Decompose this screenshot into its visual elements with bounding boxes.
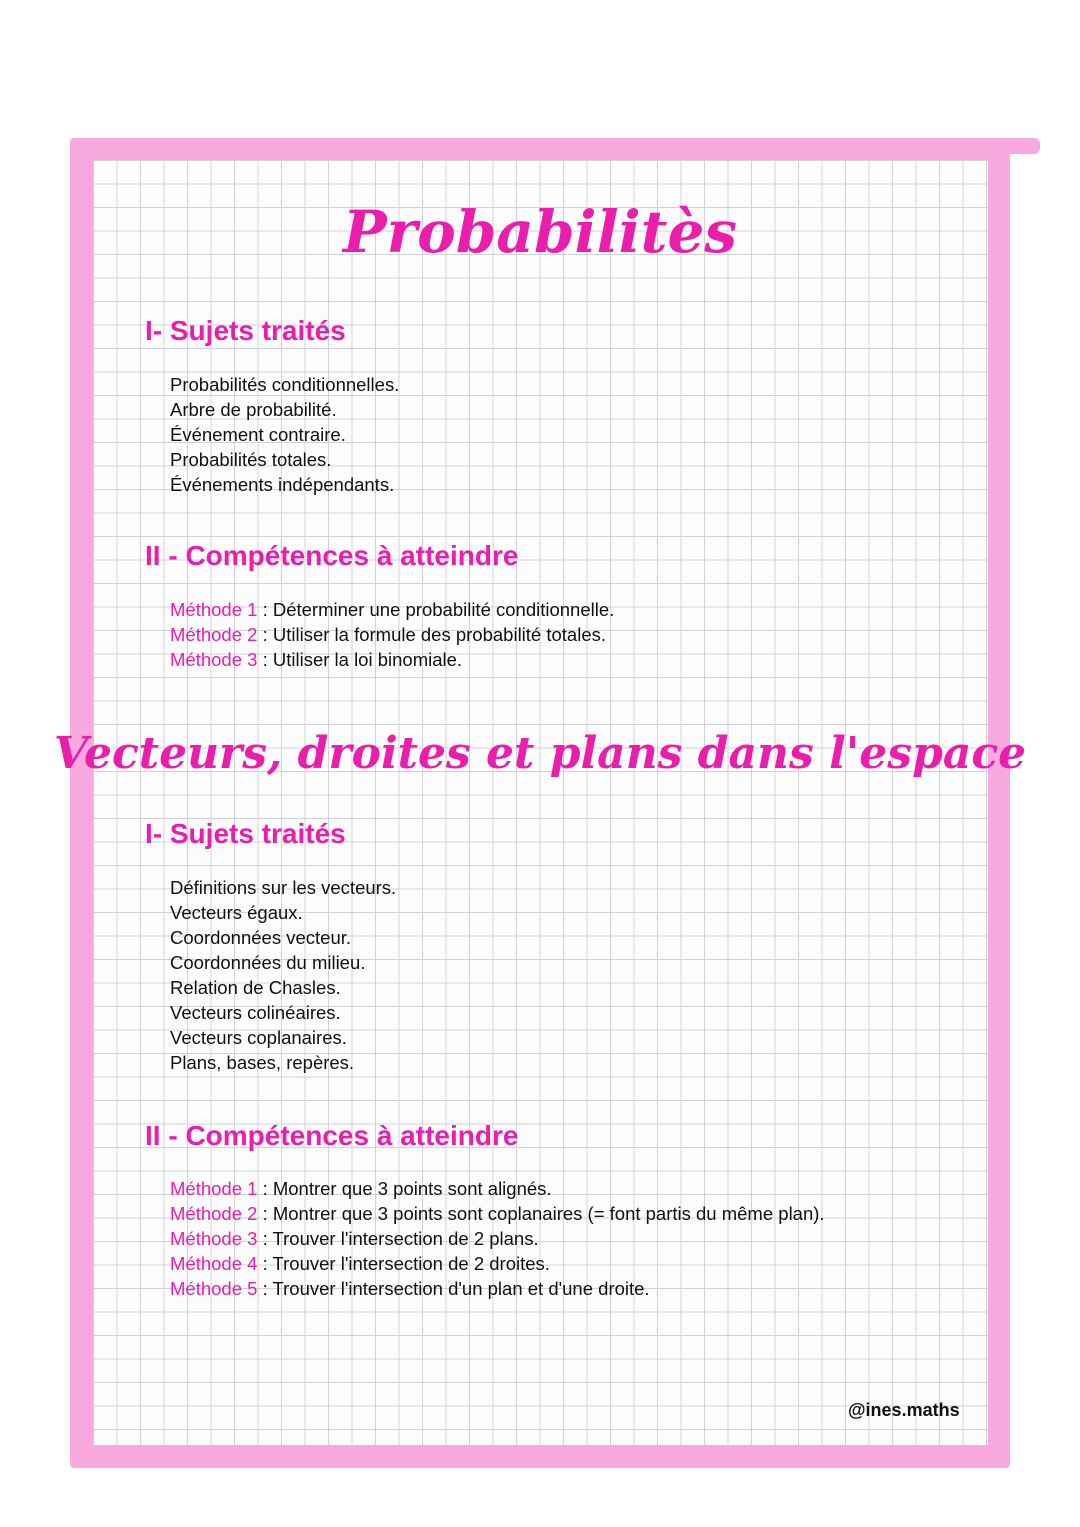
list-item bbox=[170, 1201, 825, 1226]
list-item: Événement contraire. bbox=[170, 424, 346, 445]
method-label: Méthode 1 bbox=[170, 599, 258, 620]
method-text: : Trouver l'intersection de 2 droites. bbox=[257, 1253, 550, 1274]
list-item bbox=[170, 597, 614, 622]
method-text: : Trouver l'intersection de 2 plans. bbox=[257, 1228, 539, 1249]
method-label: Méthode 3 bbox=[170, 649, 258, 670]
section2-title: Vecteurs, droites et plans dans l'espace bbox=[53, 728, 1027, 779]
method-label: Méthode 2 bbox=[170, 624, 258, 645]
section2-skills-list bbox=[170, 1176, 825, 1301]
list-item: Coordonnées du milieu. bbox=[170, 952, 366, 973]
list-item: Arbre de probabilité. bbox=[170, 399, 337, 420]
method-text: : Trouver l'intersection d'un plan et d'une droite. bbox=[257, 1278, 650, 1299]
method-label: Méthode 4 bbox=[170, 1253, 258, 1274]
method-text: : Montrer que 3 points sont coplanaires (= font partis du même plan). bbox=[257, 1203, 825, 1224]
section2-subjects-heading: I- Sujets traités bbox=[145, 818, 346, 849]
section1-skills-list bbox=[170, 597, 614, 672]
list-item: Probabilités conditionnelles. bbox=[170, 374, 400, 395]
section2-skills-heading: II - Compétences à atteindre bbox=[145, 1120, 519, 1151]
list-item: Relation de Chasles. bbox=[170, 977, 341, 998]
author-credit: @ines.maths bbox=[848, 1400, 960, 1420]
list-item bbox=[170, 1276, 825, 1301]
section1-title: Probabilitès bbox=[343, 198, 737, 266]
list-item: Vecteurs coplanaires. bbox=[170, 1027, 347, 1048]
list-item bbox=[170, 1226, 825, 1251]
list-item bbox=[170, 622, 614, 647]
section2-subjects-list bbox=[170, 875, 396, 1075]
method-label: Méthode 3 bbox=[170, 1228, 258, 1249]
method-text: : Déterminer une probabilité conditionnelle. bbox=[257, 599, 615, 620]
list-item: Vecteurs colinéaires. bbox=[170, 1002, 341, 1023]
method-text: : Utiliser la formule des probabilité totales. bbox=[257, 624, 607, 645]
method-text: : Montrer que 3 points sont alignés. bbox=[257, 1178, 552, 1199]
pink-frame-stroke bbox=[960, 138, 1040, 154]
list-item bbox=[170, 1176, 825, 1201]
method-text: : Utiliser la loi binomiale. bbox=[257, 649, 463, 670]
section1-skills-heading: II - Compétences à atteindre bbox=[145, 540, 519, 571]
section1-subjects-heading: I- Sujets traités bbox=[145, 315, 346, 346]
list-item: Définitions sur les vecteurs. bbox=[170, 877, 397, 898]
list-item bbox=[170, 1251, 825, 1276]
method-label: Méthode 5 bbox=[170, 1278, 258, 1299]
list-item: Plans, bases, repères. bbox=[170, 1052, 355, 1073]
list-item: Probabilités totales. bbox=[170, 449, 332, 470]
method-label: Méthode 2 bbox=[170, 1203, 258, 1224]
list-item: Événements indépendants. bbox=[170, 474, 395, 495]
list-item bbox=[170, 647, 614, 672]
method-label: Méthode 1 bbox=[170, 1178, 258, 1199]
list-item: Vecteurs égaux. bbox=[170, 902, 303, 923]
list-item: Coordonnées vecteur. bbox=[170, 927, 352, 948]
section1-subjects-list bbox=[170, 372, 399, 497]
